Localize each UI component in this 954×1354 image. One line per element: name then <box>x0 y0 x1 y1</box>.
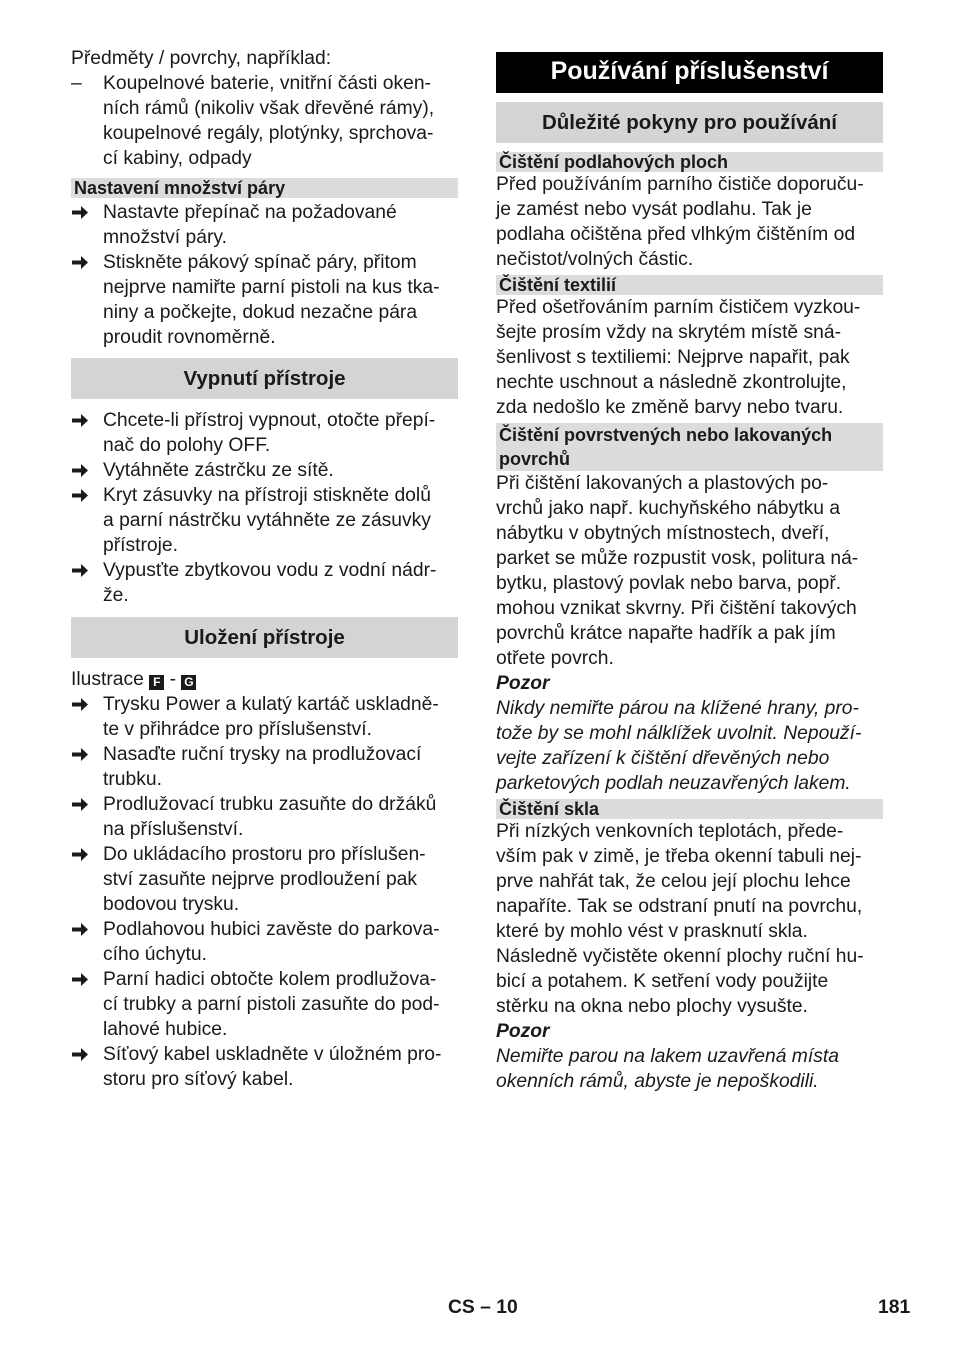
list-item-text: Síťový kabel uskladněte v úložném pro- storu pro síťový kabel. <box>103 1044 442 1090</box>
list-item <box>71 483 458 558</box>
floors-heading: Čištění podlahových ploch <box>496 152 883 172</box>
steam-amount-heading: Nastavení množství páry <box>71 178 458 198</box>
list-item <box>71 692 458 742</box>
textiles-heading: Čištění textilií <box>496 275 883 295</box>
footer-section-label: CS – 10 <box>448 1297 518 1318</box>
arrow-icon <box>71 842 89 862</box>
list-item <box>71 1042 458 1092</box>
arrow-icon <box>71 742 89 762</box>
list-item <box>71 917 458 967</box>
list-item-text: Trysku Power a kulatý kartáč uskladně- te v přihrádce pro příslušenství. <box>103 694 439 740</box>
illustration-reference <box>71 667 458 692</box>
list-item-text: Podlahovou hubici zavěste do parkova- cího úchytu. <box>103 919 440 965</box>
arrow-icon <box>71 967 89 987</box>
arrow-icon <box>71 408 89 428</box>
list-item <box>71 250 458 350</box>
coated-heading: Čištění povrstvených nebo lakovaných povrchů <box>496 423 883 471</box>
arrow-icon <box>71 558 89 578</box>
list-item-text: Do ukládacího prostoru pro příslušen- ství zasuňte nejprve prodloužení pak bodovou trysku. <box>103 844 426 915</box>
arrow-icon <box>71 250 89 270</box>
list-item-text: Chcete-li přístroj vypnout, otočte přepí- nač do polohy OFF. <box>103 410 436 456</box>
list-item <box>71 408 458 458</box>
list-item-text: Stiskněte pákový spínač páry, přitom nejprve namiřte parní pistoli na kus tka- niny a počkejte, dokud nezačne pára proudit rovnoměrně. <box>103 252 440 348</box>
glass-text: Při nízkých venkovních teplotách, přede- vším pak v zimě, je třeba okenní tabuli nej- prve nahřát tak, že celou její plochu lehce napaříte. Tak se odstraní pnutí na povrchu, které by mohlo vést v prasknutí skla. Následně vyčistěte okenní plochy ruční hu- bicí a potahem. K setření vody použijte stěrku na okna nebo plochy vysušte. <box>496 821 864 1017</box>
list-item-text: Vytáhněte zástrčku ze sítě. <box>103 460 334 481</box>
list-item <box>71 792 458 842</box>
arrow-icon <box>71 692 89 712</box>
glass-caution-label: Pozor <box>496 1021 550 1042</box>
storage-heading: Uložení přístroje <box>71 617 458 658</box>
left-column <box>71 46 458 1092</box>
intro-text: Předměty / povrchy, například: <box>71 48 332 69</box>
illustration-f-badge: F <box>149 675 164 690</box>
coated-caution-label: Pozor <box>496 673 550 694</box>
list-item-text: Vypusťte zbytkovou vodu z vodní nádr- že. <box>103 560 437 606</box>
textiles-text: Před ošetřováním parním čističem vyzkou- šejte prosím vždy na skrytém místě sná- šenlivost s textiliemi: Nejprve napařit, pak nechte uschnout a následně zkontrolujte, zda nedošlo ke změně barvy nebo tvaru. <box>496 297 861 418</box>
list-item <box>71 458 458 483</box>
arrow-icon <box>71 1042 89 1062</box>
list-item <box>71 742 458 792</box>
glass-caution-text: Nemiřte parou na lakem uzavřená místa okenních rámů, abyste je nepoškodili. <box>496 1046 839 1092</box>
coated-text: Při čištění lakovaných a plastových po- vrchů jako např. kuchyňského nábytku a nábytku v obytných místnostech, dveří, parket se může rozpustit vosk, politura ná- bytku, plastový povlak nebo barva, popř. mohou vznikat skvrny. Při čištění takových povrchů krátce napařte hadřík a pak jím otřete povrch. <box>496 473 859 669</box>
list-item <box>71 967 458 1042</box>
list-item-text: Parní hadici obtočte kolem prodlužova- cí trubky a parní pistoli zasuňte do pod- lahové hubice. <box>103 969 440 1040</box>
switch-off-heading: Vypnutí přístroje <box>71 358 458 399</box>
right-column <box>496 46 883 1094</box>
page-number: 181 <box>878 1297 911 1318</box>
list-item <box>71 842 458 917</box>
list-item-text: Kryt zásuvky na přístroji stiskněte dolů a parní nástrčku vytáhněte ze zásuvky přístroje. <box>103 485 431 556</box>
dash-marker: – <box>71 73 82 94</box>
coated-caution-text: Nikdy nemiřte párou na klížené hrany, pro- tože by se mohl nálklížek uvolnit. Nepouží- vejte zařízení k čištění dřevěných nebo parketových podlah neuzavřených lakem. <box>496 698 862 794</box>
list-item-text: Koupelnové baterie, vnitřní části oken- ních rámů (nikoliv však dřevěné rámy), koupelnové regály, plotýnky, sprchova- cí kabiny, odpady <box>103 73 435 169</box>
list-item-text: Nasaďte ruční trysky na prodlužovací trubku. <box>103 744 422 790</box>
important-notes-heading: Důležité pokyny pro používání <box>496 102 883 143</box>
illustration-g-badge: G <box>181 675 196 690</box>
arrow-icon <box>71 917 89 937</box>
arrow-icon <box>71 458 89 478</box>
page-title: Používání příslušenství <box>496 52 883 93</box>
glass-heading: Čištění skla <box>496 799 883 819</box>
illustration-label: Ilustrace <box>71 669 144 690</box>
floors-text: Před používáním parního čističe doporuču- je zamést nebo vysát podlahu. Tak je podlaha očištěna před vlhkým čištěním od nečistot/volných částic. <box>496 174 864 270</box>
list-item <box>71 200 458 250</box>
list-item-text: Nastavte přepínač na požadované množství páry. <box>103 202 397 248</box>
illustration-separator: - <box>169 669 177 690</box>
list-item-text: Prodlužovací trubku zasuňte do držáků na příslušenství. <box>103 794 437 840</box>
arrow-icon <box>71 792 89 812</box>
list-item <box>71 558 458 608</box>
list-item <box>71 71 458 171</box>
arrow-icon <box>71 200 89 220</box>
arrow-icon <box>71 483 89 503</box>
